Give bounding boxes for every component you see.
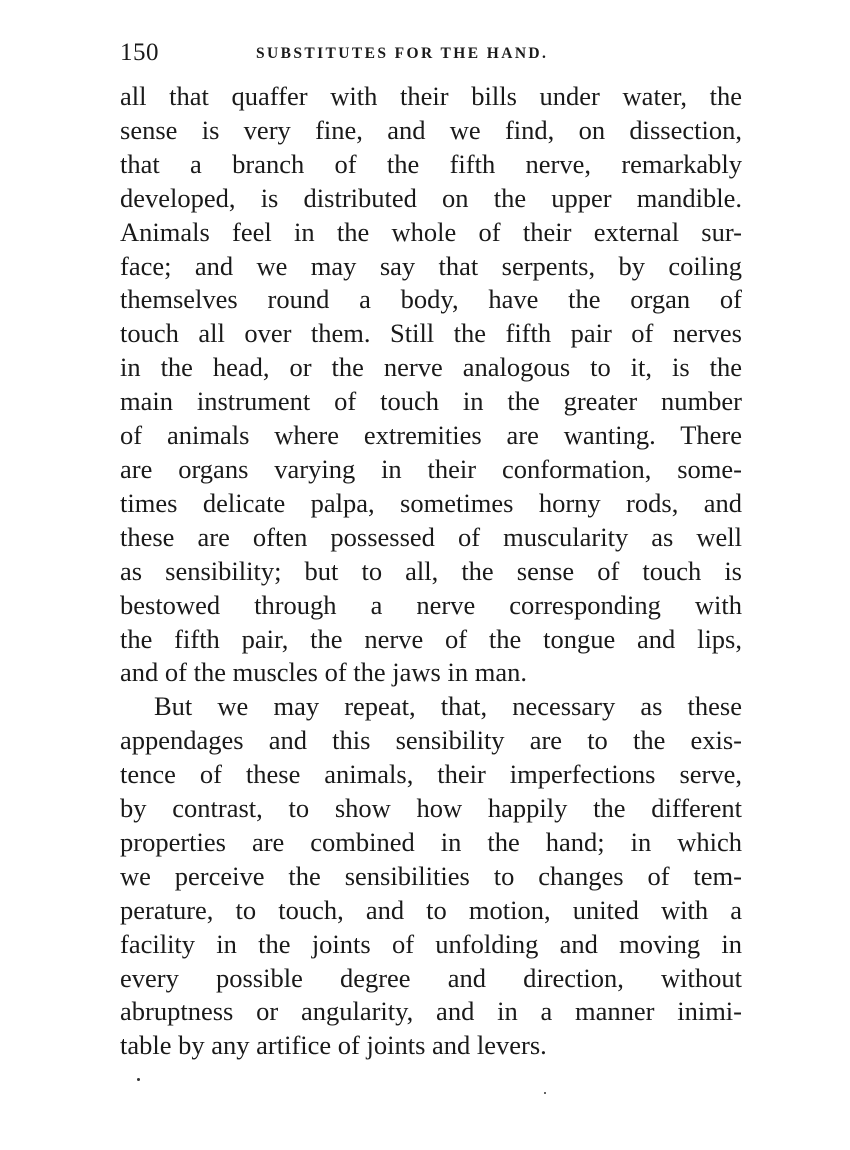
text-line: that a branch of the fifth nerve, remarkably: [120, 148, 742, 179]
text-line: properties are combined in the hand; in which: [120, 826, 742, 857]
text-line: developed, is distributed on the upper mandible.: [120, 182, 742, 213]
text-line: bestowed through a nerve corresponding with: [120, 589, 742, 620]
text-line: facility in the joints of unfolding and moving in: [120, 928, 742, 959]
text-line: times delicate palpa, sometimes horny rods, and: [120, 487, 742, 518]
paragraph-2: [120, 690, 742, 1063]
text-line: all that quaffer with their bills under water, the: [120, 81, 742, 111]
text-line: abruptness or angularity, and in a manner inimi-: [120, 996, 742, 1027]
running-head: [120, 34, 742, 72]
text-line: But we may repeat, that, necessary as these: [154, 691, 742, 722]
text-line: tence of these animals, their imperfections serve,: [120, 759, 742, 790]
text-line: of animals where extremities are wanting. There: [120, 420, 742, 451]
text-line: we perceive the sensibilities to changes of tem-: [120, 860, 742, 891]
text-line: as sensibility; but to all, the sense of touch is: [120, 555, 742, 586]
text-line: these are often possessed of muscularity as well: [120, 521, 742, 552]
text-line: sense is very fine, and we find, on dissection,: [120, 114, 742, 145]
text-line: every possible degree and direction, without: [120, 962, 742, 993]
text-line: table by any artifice of joints and levers.: [120, 1030, 547, 1061]
text-line: appendages and this sensibility are to the exis-: [120, 725, 742, 756]
text-line: and of the muscles of the jaws in man.: [120, 657, 527, 688]
running-title: SUBSTITUTES FOR THE HAND.: [256, 45, 549, 62]
text-line: by contrast, to show how happily the different: [120, 793, 742, 824]
text-line: themselves round a body, have the organ of: [120, 284, 742, 315]
text-line: are organs varying in their conformation, some-: [120, 453, 742, 484]
text-line: face; and we may say that serpents, by coiling: [120, 250, 742, 281]
body-text: [120, 80, 742, 1063]
page-number: 150: [120, 39, 159, 66]
text-line: Animals feel in the whole of their external sur-: [120, 216, 742, 247]
text-line: the fifth pair, the nerve of the tongue and lips,: [120, 623, 742, 654]
paragraph-1: [120, 80, 742, 690]
text-line: main instrument of touch in the greater number: [120, 386, 742, 417]
text-line: in the head, or the nerve analogous to it, is the: [120, 352, 742, 383]
text-line: perature, to touch, and to motion, united with a: [120, 894, 742, 925]
page-content: [120, 34, 742, 1063]
text-line: touch all over them. Still the fifth pair of nerves: [120, 318, 742, 349]
ink-speck: [544, 1092, 546, 1094]
ink-speck: [137, 1078, 140, 1081]
